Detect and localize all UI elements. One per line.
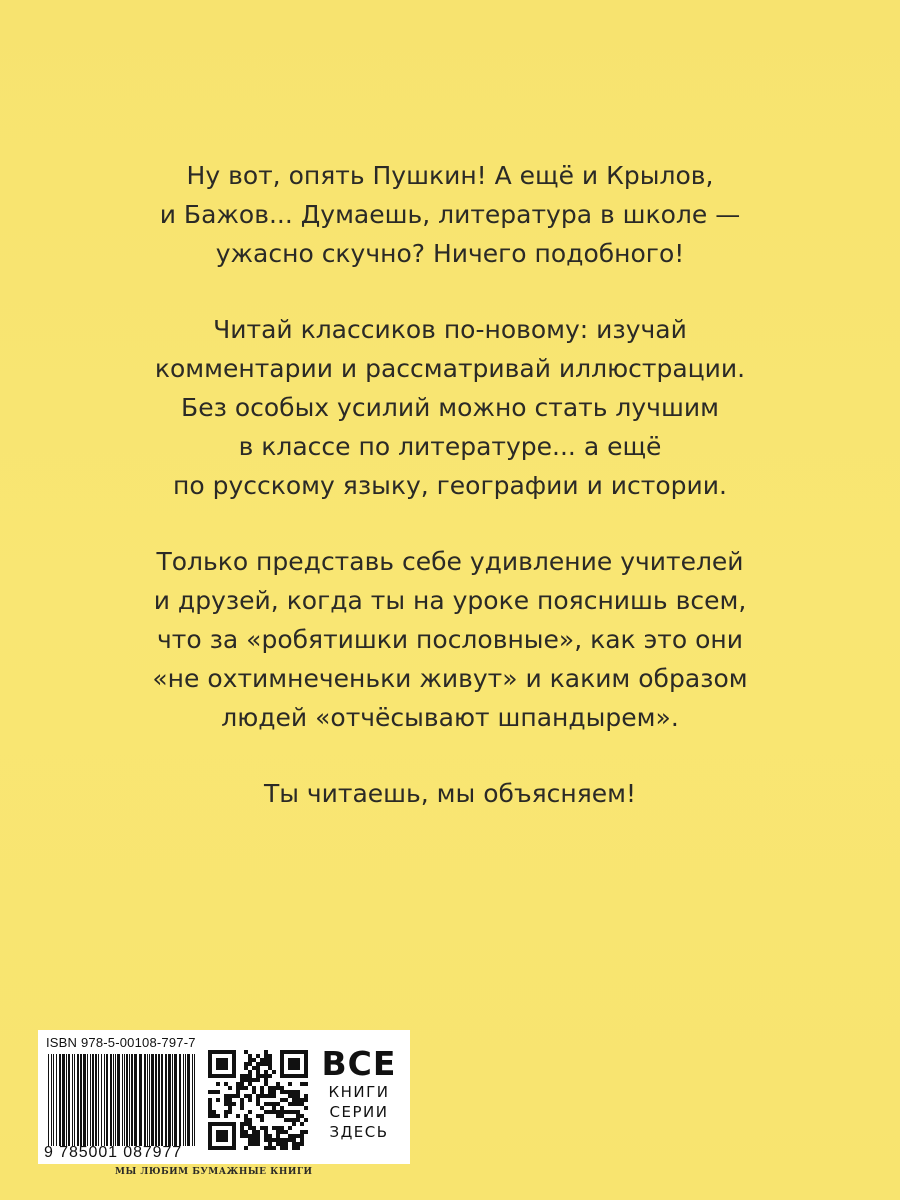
blurb-line: что за «робятишки пословные», как это они [157, 625, 743, 654]
blurb-slogan: Ты читаешь, мы объясняем! [263, 779, 637, 808]
blurb-line: и друзей, когда ты на уроке пояснишь всем, [153, 586, 747, 615]
blurb-paragraph [60, 310, 840, 505]
blurb-paragraph [60, 156, 840, 273]
publisher-tagline: МЫ ЛЮБИМ БУМАЖНЫЕ КНИГИ [115, 1167, 313, 1177]
blurb-paragraph [60, 542, 840, 737]
blurb-paragraph [60, 774, 840, 813]
blurb-line: Читай классиков по-новому: изучай [213, 315, 687, 344]
blurb-line: Без особых усилий можно стать лучшим [181, 393, 719, 422]
blurb-line: людей «отчёсывают шпандырем». [221, 703, 679, 732]
blurb-line: в классе по литературе... а ещё [238, 432, 662, 461]
blurb-line: Ну вот, опять Пушкин! А ещё и Крылов, [186, 161, 714, 190]
blurb-line: «не охтимнеченьки живут» и каким образом [152, 664, 748, 693]
badge-line-series: СЕРИИ [329, 1103, 389, 1121]
badge-line-all: ВСЕ [321, 1044, 397, 1083]
blurb-line: комментарии и рассматривай иллюстрации. [154, 354, 746, 383]
blurb-line: Только представь себе удивление учителей [156, 547, 744, 576]
barcode-panel [38, 1030, 410, 1164]
barcode-icon [46, 1054, 198, 1146]
blurb-line: и Бажов... Думаешь, литература в школе — [159, 200, 741, 229]
qr-code-icon[interactable] [208, 1050, 308, 1150]
blurb-text [60, 156, 840, 850]
ean-digits: 9 785001 087977 [44, 1144, 183, 1161]
isbn-label: ISBN 978-5-00108-797-7 [46, 1035, 196, 1050]
blurb-line: ужасно скучно? Ничего подобного! [215, 239, 685, 268]
blurb-line: по русскому языку, географии и истории. [173, 471, 727, 500]
badge-line-books: КНИГИ [328, 1083, 390, 1101]
badge-line-here: ЗДЕСЬ [329, 1123, 389, 1141]
series-link-badge[interactable] [314, 1046, 404, 1158]
